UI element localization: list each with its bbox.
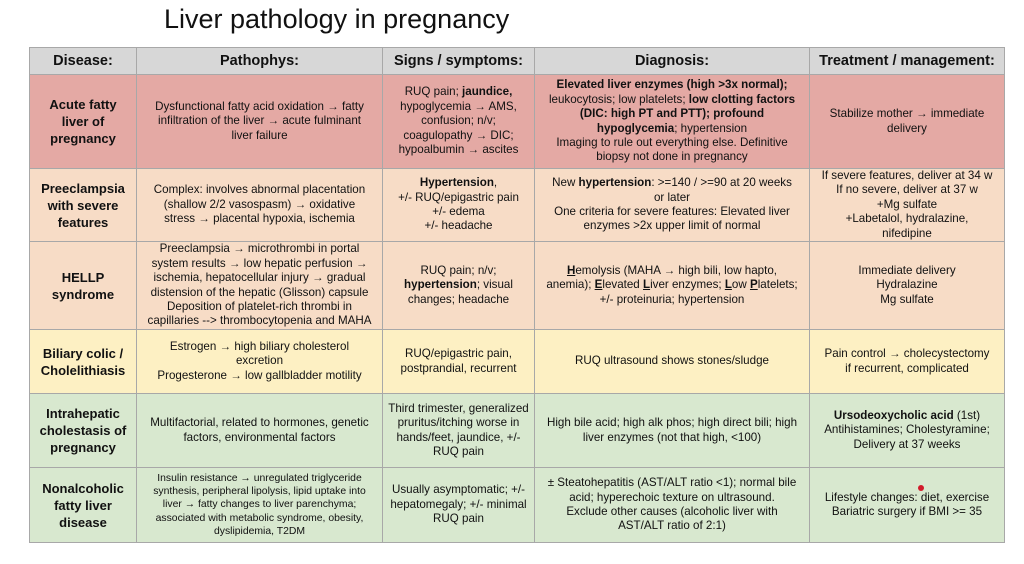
header-diagnosis: Diagnosis: [535, 48, 810, 75]
signs-cell: Third trimester, generalized pruritus/itching worse in hands/feet, jaundice, +/- RUQ pain [383, 394, 535, 468]
header-signs: Signs / symptoms: [383, 48, 535, 75]
liver-pathology-table [29, 47, 1005, 543]
table-row [30, 242, 1005, 330]
pathophys-cell: Insulin resistance → unregulated triglyceride synthesis, peripheral lipolysis, lipid uptake into liver → fatty changes to liver parenchyma; associated with metabolic syndrome, obesity, dyslipidemia, T2DM [137, 468, 383, 543]
diagnosis-cell: Hemolysis (MAHA → high bili, low hapto, anemia); Elevated Liver enzymes; Low Platelets; +/- proteinuria; hypertension [535, 242, 810, 330]
diagnosis-cell: RUQ ultrasound shows stones/sludge [535, 330, 810, 394]
table-row [30, 394, 1005, 468]
diagnosis-cell: New hypertension: >=140 / >=90 at 20 weeks or later One criteria for severe features: Elevated liver enzymes >2x upper limit of normal [535, 169, 810, 242]
diagnosis-cell: High bile acid; high alk phos; high direct bili; high liver enzymes (not that high, <100) [535, 394, 810, 468]
disease-cell: Nonalcoholic fatty liver disease [30, 468, 137, 543]
pathophys-cell: Estrogen → high biliary cholesterol excretion Progesterone → low gallbladder motility [137, 330, 383, 394]
treatment-cell: Immediate delivery Hydralazine Mg sulfate [810, 242, 1005, 330]
header-treatment: Treatment / management: [810, 48, 1005, 75]
diagnosis-cell: ± Steatohepatitis (AST/ALT ratio <1); normal bile acid; hyperechoic texture on ultrasound. Exclude other causes (alcoholic liver with AST/ALT ratio of 2:1) [535, 468, 810, 543]
pathophys-cell: Multifactorial, related to hormones, genetic factors, environmental factors [137, 394, 383, 468]
signs-cell: Hypertension, +/- RUQ/epigastric pain +/- edema +/- headache [383, 169, 535, 242]
disease-cell: HELLP syndrome [30, 242, 137, 330]
pathophys-cell: Dysfunctional fatty acid oxidation → fatty infiltration of the liver → acute fulminant liver failure [137, 75, 383, 169]
pathophys-cell: Complex: involves abnormal placentation (shallow 2/2 vasospasm) → oxidative stress → placental hypoxia, ischemia [137, 169, 383, 242]
table-row [30, 169, 1005, 242]
pointer-dot [918, 485, 924, 491]
table-row [30, 75, 1005, 169]
header-pathophys: Pathophys: [137, 48, 383, 75]
pathophys-cell: Preeclampsia → microthrombi in portal system results → low hepatic perfusion → ischemia, hepatocellular injury → gradual distension of the hepatic (Glisson) capsule Deposition of platelet-rich thrombi in capillaries --> thrombocytopenia and MAHA [137, 242, 383, 330]
signs-cell: Usually asymptomatic; +/- hepatomegaly; +/- minimal RUQ pain [383, 468, 535, 543]
disease-cell: Acute fatty liver of pregnancy [30, 75, 137, 169]
table-row [30, 468, 1005, 543]
treatment-cell: Stabilize mother → immediate delivery [810, 75, 1005, 169]
signs-cell: RUQ pain; n/v; hypertension; visual changes; headache [383, 242, 535, 330]
disease-cell: Intrahepatic cholestasis of pregnancy [30, 394, 137, 468]
treatment-cell: Pain control → cholecystectomy if recurrent, complicated [810, 330, 1005, 394]
signs-cell: RUQ/epigastric pain, postprandial, recurrent [383, 330, 535, 394]
disease-cell: Preeclampsia with severe features [30, 169, 137, 242]
page-title: Liver pathology in pregnancy [164, 4, 510, 34]
diagnosis-cell: Elevated liver enzymes (high >3x normal); leukocytosis; low platelets; low clotting factors (DIC: high PT and PTT); profound hypoglycemia; hypertension Imaging to rule out everything else. Definitive biopsy not done in pregnancy [535, 75, 810, 169]
disease-cell: Biliary colic / Cholelithiasis [30, 330, 137, 394]
treatment-cell: If severe features, deliver at 34 w If no severe, deliver at 37 w +Mg sulfate +Labetalol, hydralazine, nifedipine [810, 169, 1005, 242]
treatment-cell: Lifestyle changes: diet, exercise Bariatric surgery if BMI >= 35 [810, 468, 1005, 543]
header-disease: Disease: [30, 48, 137, 75]
signs-cell: RUQ pain; jaundice, hypoglycemia → AMS, confusion; n/v; coagulopathy → DIC; hypoalbumin → ascites [383, 75, 535, 169]
treatment-cell: Ursodeoxycholic acid (1st) Antihistamines; Cholestyramine; Delivery at 37 weeks [810, 394, 1005, 468]
header-row [30, 48, 1005, 75]
table-row [30, 330, 1005, 394]
